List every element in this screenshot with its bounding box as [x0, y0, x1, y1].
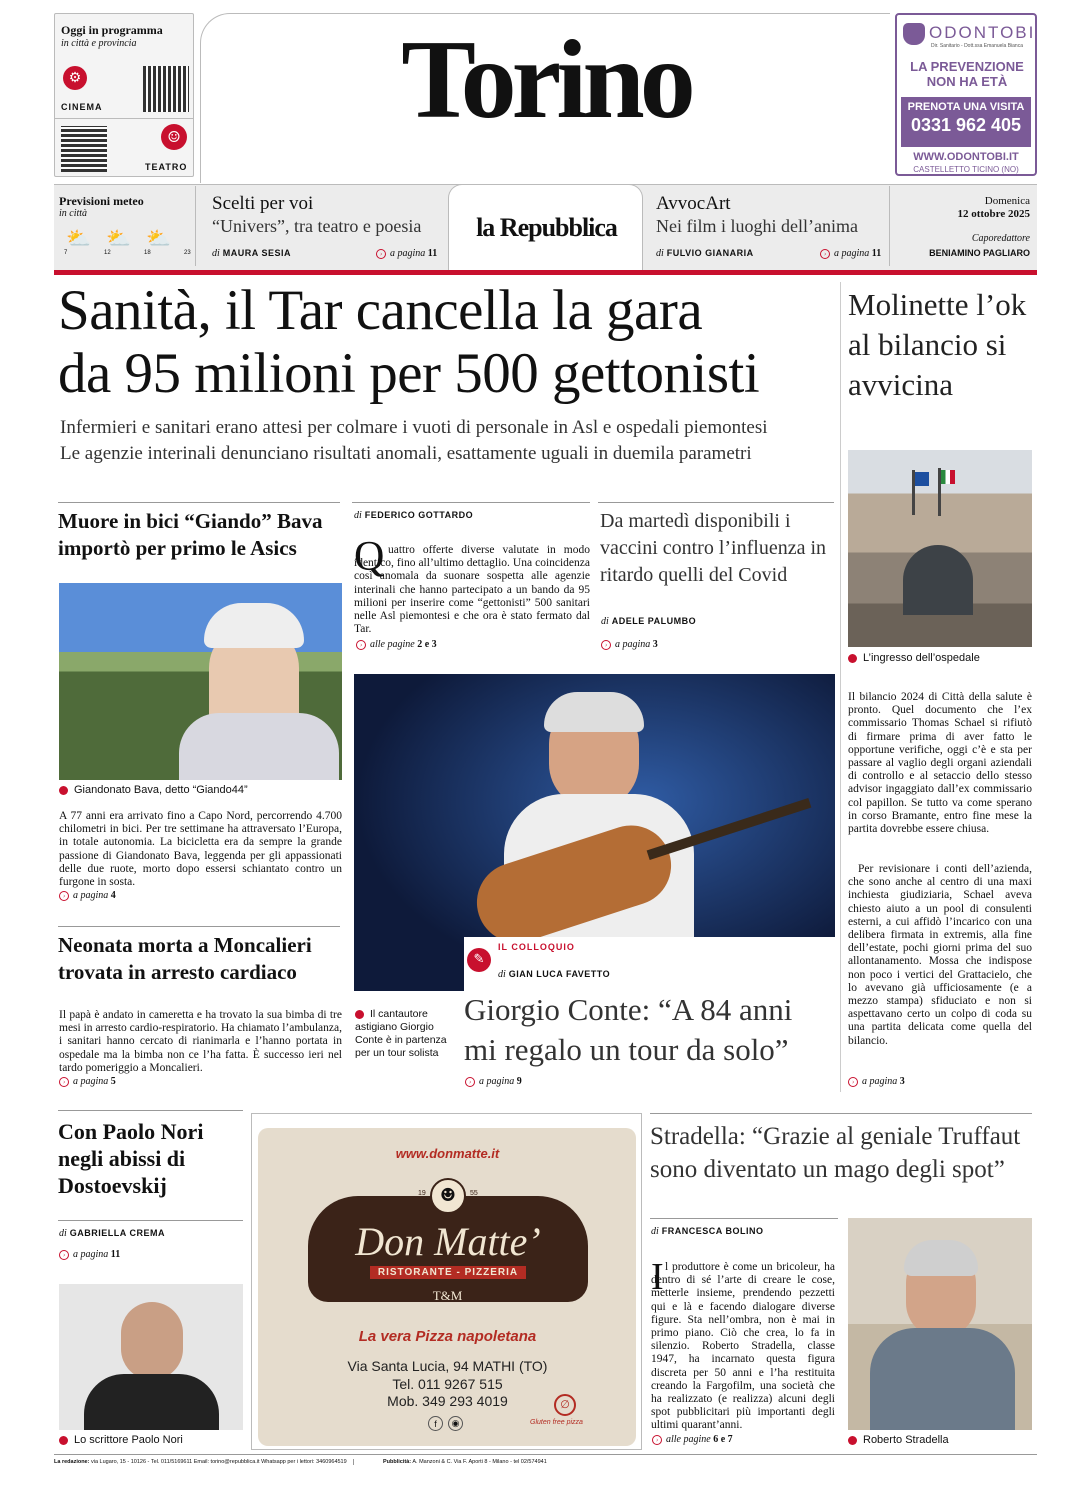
donmatte-gluten: Gluten free pizza	[530, 1419, 583, 1426]
lead-byline: di FEDERICO GOTTARDO	[354, 510, 474, 521]
meteo	[54, 186, 196, 266]
avvocart[interactable]	[648, 186, 890, 266]
neonata-page-ref[interactable]: › a pagina 5	[59, 1076, 116, 1087]
donmatte-slogan: La vera Pizza napoletana	[358, 1328, 537, 1345]
rule	[58, 502, 340, 503]
lead-headline-1[interactable]: Sanità, il Tar cancella la gara	[58, 279, 703, 342]
cinema-qr-icon[interactable]	[143, 66, 189, 112]
red-rule	[54, 270, 1037, 275]
colloquio-icon: ✎	[467, 948, 491, 972]
rule	[650, 1113, 1032, 1114]
conte-page-ref[interactable]: › a pagina 9	[465, 1076, 522, 1087]
weather-icon: ⛅	[106, 226, 131, 250]
molinette-headline[interactable]: Molinette l’ok al bilancio si avvicina	[848, 287, 1027, 402]
odontobi-phone: 0331 962 405	[910, 115, 1022, 135]
stradella-byline: di FRANCESCA BOLINO	[651, 1226, 764, 1237]
odontobi-cta: PRENOTA UNA VISITA	[907, 101, 1025, 113]
donmatte-name: Don Matte’	[355, 1219, 541, 1264]
conte-caption: Il cantautore astigiano Giorgio Conte è in partenza per un tour solista	[355, 1008, 447, 1059]
donmatte-tel: Tel. 011 9267 515	[392, 1376, 503, 1392]
bava-caption: Giandonato Bava, detto “Giando44”	[59, 784, 248, 796]
meteo-hour: 12	[104, 250, 111, 256]
bava-page-ref[interactable]: › a pagina 4	[59, 890, 116, 901]
donmatte-address: Via Santa Lucia, 94 MATHI (TO)	[347, 1358, 548, 1374]
programma-title: Oggi in programma	[61, 23, 163, 37]
stradella-page-ref[interactable]: › alle pagine 6 e 7	[652, 1434, 733, 1445]
avvocart-page-ref[interactable]: › a pagina 11	[820, 248, 881, 259]
stradella-headline[interactable]: Stradella: “Grazie al geniale Truffaut sono diventato un mago degli spot”	[650, 1123, 1021, 1183]
odontobi-slogan: LA PREVENZIONE NON HA ETÀ	[910, 59, 1024, 89]
footer-rule	[54, 1454, 1037, 1455]
vaccini-page-ref[interactable]: › a pagina 3	[601, 639, 658, 650]
chef-icon: ☻	[430, 1178, 466, 1214]
column-divider	[840, 282, 841, 1092]
donmatte-web: www.donmatte.it	[395, 1146, 500, 1161]
teatro-icon[interactable]: ☺	[161, 124, 187, 150]
meteo-hour: 7	[64, 250, 68, 256]
ad-donmatte[interactable]	[251, 1113, 642, 1450]
molinette-page-ref[interactable]: › a pagina 3	[848, 1076, 905, 1087]
rule	[58, 1110, 243, 1111]
rule	[58, 1220, 243, 1221]
weather-icon: ⛅	[146, 226, 171, 250]
neonata-body: Il papà è andato in cameretta e ha trovato la sua bimba di tre mesi in arresto cardio-respiratorio. Ha chiamato l’ambulanza, i sanitari hanno cercato di rianimarla e l’hanno portata in ospedale ma la bimba non ce l’ha fatta. È successo ieri nel tardo pomeriggio a Moncalieri.	[59, 1009, 342, 1074]
molinette-caption: L’ingresso dell’ospedale	[848, 652, 980, 664]
odontobi-web: WWW.ODONTOBI.IT	[913, 151, 1019, 163]
nori-headline[interactable]: Con Paolo Nori negli abissi di Dostoevskij	[58, 1119, 204, 1198]
conte-label: IL COLLOQUIO	[498, 942, 575, 952]
teatro-qr-icon[interactable]	[61, 126, 107, 172]
meteo-subtitle: in città	[59, 208, 88, 219]
donmatte-mark: T&M	[432, 1288, 463, 1303]
meteo-hour: 18	[144, 250, 151, 256]
instagram-icon: ◉	[448, 1416, 463, 1431]
repubblica-logo: la Repubblica	[476, 213, 617, 242]
nori-page-ref[interactable]: › a pagina 11	[59, 1249, 120, 1260]
odontobi-place: CASTELLETTO TICINO (NO)	[913, 165, 1019, 174]
scelti-title: Scelti per voi	[212, 193, 314, 214]
stradella-body: l produttore è come un bricoleur, ha dentro di sé l’arte di creare le cose, metterle insieme, prendendo pezzetti qui e là e facendo dialogare diverse figure. Sta nell’ombra, non è mai in primo piano. Ciò che crea, lo fa in silenzio. Roberto Stradella, classe 1947, ha incarnato questa figura discreta per 50 anni e l’ha restituita creando la Fargofilm, una società che ha realizzato (e realizza) alcuni degli spot pubblicitari più importanti degli ultimi quarant’anni.	[651, 1261, 835, 1432]
donmatte-year1: 19	[418, 1190, 426, 1197]
date-day: Domenica	[984, 195, 1030, 207]
molinette-photo	[848, 450, 1032, 647]
date-date: 12 ottobre 2025	[957, 208, 1030, 220]
rule	[598, 502, 834, 503]
odontobi-director: Dir. Sanitario - Dott.ssa Emanuela Bianca	[931, 43, 1023, 49]
lead-subhead-1: Infermieri e sanitari erano attesi per colmare i vuoti di personale in Asl e ospedali piemontesi	[60, 417, 768, 438]
nori-byline: di GABRIELLA CREMA	[59, 1228, 165, 1239]
bava-headline[interactable]: Muore in bici “Giando” Bava importò per primo le Asics	[58, 509, 323, 560]
gluten-free-icon: ∅	[554, 1394, 576, 1416]
masthead-title[interactable]: Torino	[401, 18, 691, 142]
cinema-label[interactable]: CINEMA	[61, 102, 103, 112]
rule	[352, 502, 590, 503]
molinette-body-1: Il bilancio 2024 di Città della salute è pronto. Quel documento che l’ex commissario Thomas Schael si rifiutò di firmare prima di aver fatto le opportune verifiche, oggi c’è e sta per passare al vaglio degli organi aziendali di controllo e al setaccio dello stesso advisor ingaggiato dall’ex commissario col papillon. Se tutto va come sperano in corso Bramante, entro fine mese la partita dovrebbe essere chiusa.	[848, 691, 1032, 836]
scelti-byline: di MAURA SESIA	[212, 248, 291, 259]
neonata-headline[interactable]: Neonata morta a Moncalieri trovata in arresto cardiaco	[58, 933, 312, 984]
lead-subhead-2: Le agenzie interinali denunciano risultati anomali, esattamente uguali in duemila parametri	[60, 443, 752, 464]
teatro-label[interactable]: TEATRO	[145, 162, 188, 172]
rule	[58, 926, 340, 927]
vaccini-headline[interactable]: Da martedì disponibili i vaccini contro l’influenza in ritardo quelli del Covid	[600, 510, 827, 586]
lead-body: uattro offerte diverse valutate in modo identico, fino all’ultimo dettaglio. Una coincidenza così anomala da suonare sospetta alle agenzie interinali che hanno partecipato a un bando da 95 milioni per inserire come “gettonisti” 500 sanitari nelle Asl piemontesi e che ora è stato fermato dal Tar.	[354, 544, 590, 636]
donmatte-mob: Mob. 349 293 4019	[387, 1393, 508, 1409]
weather-icon: ⛅	[66, 226, 91, 250]
stradella-caption: Roberto Stradella	[848, 1434, 949, 1446]
lead-dropcap: Q	[354, 534, 385, 580]
facebook-icon: f	[428, 1416, 443, 1431]
meteo-hour: 23	[184, 250, 191, 256]
repubblica-tab[interactable]	[448, 184, 643, 270]
conte-headline[interactable]: Giorgio Conte: “A 84 anni mi regalo un tour da solo”	[464, 992, 793, 1067]
date-info	[894, 186, 1034, 266]
meteo-title: Previsioni meteo	[59, 194, 144, 208]
editor-name: BENIAMINO PAGLIARO	[929, 248, 1030, 258]
bava-body: A 77 anni era arrivato fino a Capo Nord, percorrendo 4.700 chilometri in bici. Per tre settimane ha attraversato l’Europa, in totale autonomia. La bicicletta era da sempre la grande passione di Giandonato Bava, leggenda per gli appassionati delle due ruote, morto dopo essersi schiantato contro un furgone in sosta.	[59, 810, 342, 889]
editor-role: Caporedattore	[971, 233, 1030, 244]
donmatte-year2: 55	[470, 1190, 478, 1197]
stradella-dropcap: I	[651, 1256, 664, 1298]
nori-photo	[59, 1284, 243, 1430]
scelti-per-voi[interactable]	[204, 186, 444, 266]
scelti-subtitle: “Univers”, tra teatro e poesia	[212, 216, 422, 236]
donmatte-type: RISTORANTE - PIZZERIA	[370, 1266, 526, 1279]
molinette-body-2: Per revisionare i conti dell’azienda, che sono anche al centro di una maxi inchiesta giudiziaria, Schael aveva chiesto aiuto a un pool di consulenti esterni, a cui affidò l’incarico con una delibera firmata in extremis, alla fine dell’estate, pochi giorni prima del suo allontanamento. Mossa che indispose non poco i vertici del Grattacielo, che lo avevano già ufficiosamente (e a mezzo stampa) sfiduciato e non si aspettavano certo un colpo di coda su una partita delicata come quella del bilancio.	[848, 863, 1032, 1047]
avvocart-title: AvvocArt	[656, 193, 731, 214]
scelti-page-ref[interactable]: › a pagina 11	[376, 248, 437, 259]
programma-box	[54, 13, 194, 177]
cinema-icon[interactable]: ⚙	[63, 66, 87, 90]
conte-byline: di GIAN LUCA FAVETTO	[498, 969, 611, 980]
footer-left: La redazione: via Lugaro, 15 - 10126 - Tel. 011/5169611 Email: torino@repubblica.it Whatsapp per i lettori: 3460964519	[54, 1459, 354, 1465]
masthead	[200, 13, 890, 183]
rule	[650, 1218, 838, 1219]
avvocart-byline: di FULVIO GIANARIA	[656, 248, 754, 259]
lead-page-ref[interactable]: › alle pagine 2 e 3	[356, 639, 437, 650]
ad-odontobi[interactable]	[895, 13, 1037, 176]
stradella-photo	[848, 1218, 1032, 1430]
bava-photo	[59, 583, 342, 780]
odontobi-brand: ODONTOBI	[929, 23, 1036, 42]
vaccini-byline: di ADELE PALUMBO	[601, 616, 697, 627]
footer-right: Pubblicità: A. Manzoni & C. Via F. Aporti 8 - Milano - tel 02/574941	[383, 1459, 547, 1465]
avvocart-subtitle: Nei film i luoghi dell’anima	[656, 216, 858, 236]
nori-caption: Lo scrittore Paolo Nori	[59, 1434, 183, 1446]
lead-headline-2[interactable]: da 95 milioni per 500 gettonisti	[58, 342, 760, 405]
tooth-icon	[903, 23, 925, 45]
programma-subtitle: in città e provincia	[61, 38, 137, 49]
